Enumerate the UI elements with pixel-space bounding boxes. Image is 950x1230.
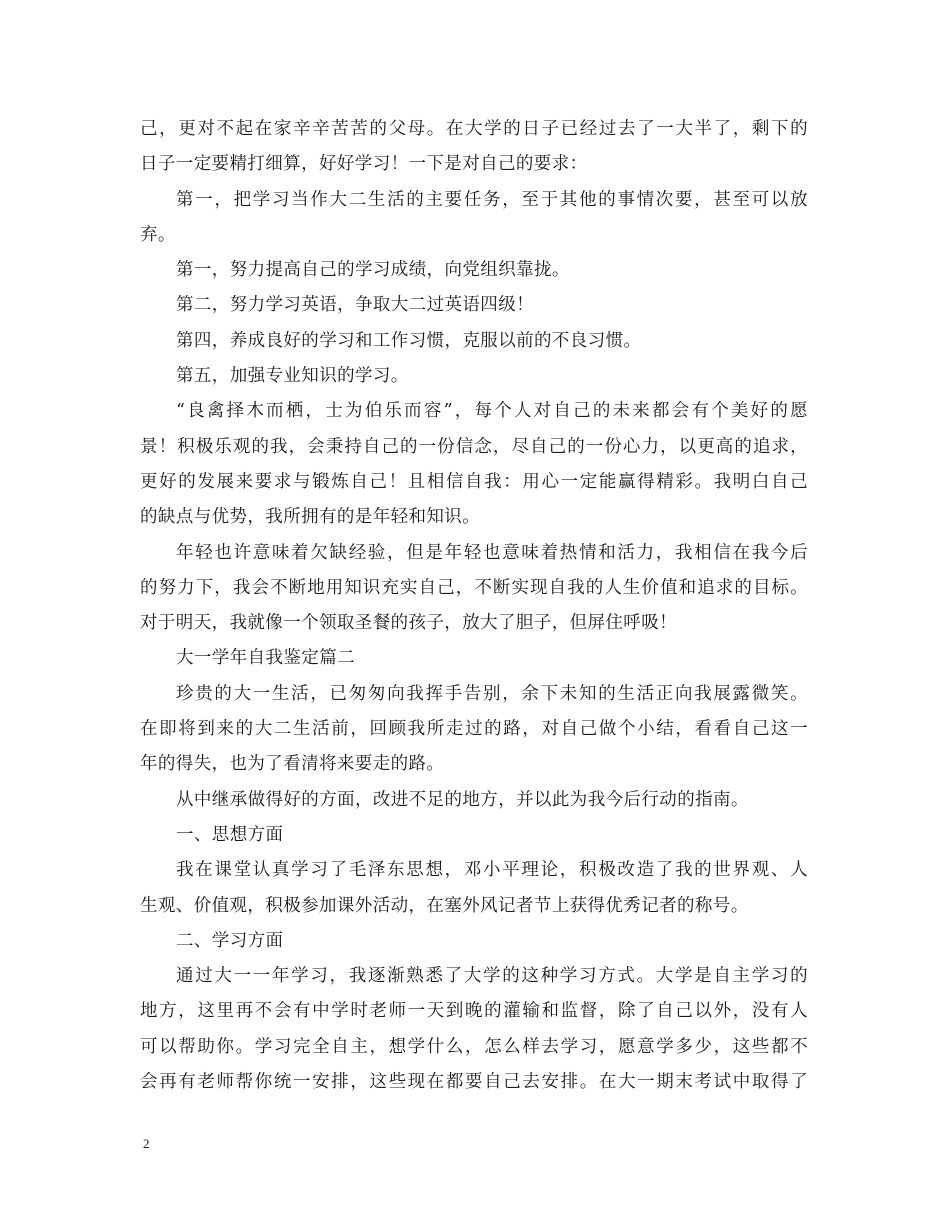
text-line: 己，更对不起在家辛辛苦苦的父母。在大学的日子已经过去了一大半了，剩下的	[140, 119, 808, 139]
text-line: 第一，努力提高自己的学习成绩，向党组织靠拢。	[176, 260, 570, 281]
body-text	[140, 112, 808, 1100]
text-line: 生观、价值观，积极参加课外活动，在塞外风记者节上获得优秀记者的称号。	[140, 895, 749, 916]
text-line: 可以帮助你。学习完全自主，想学什么，怎么样去学习，愿意学多少，这些都不	[140, 1036, 808, 1057]
text-line: 对于明天，我就像一个领取圣餐的孩子，放大了胆子，但屏住呼吸！	[140, 613, 677, 634]
text-line: 第二，努力学习英语，争取大二过英语四级！	[176, 295, 534, 316]
section-heading: 一、思想方面	[176, 824, 284, 845]
text-line: 地方，这里再不会有中学时老师一天到晚的灌输和监督，除了自己以外，没有人	[140, 1001, 808, 1022]
text-line: 我在课堂认真学习了毛泽东思想，邓小平理论，积极改造了我的世界观、人	[176, 860, 808, 881]
text-line: 在即将到来的大二生活前，回顾我所走过的路，对自己做个小结，看看自己这一	[140, 719, 808, 740]
section-heading: 二、学习方面	[176, 930, 284, 951]
text-line: 从中继承做得好的方面，改进不足的地方，并以此为我今后行动的指南。	[176, 789, 749, 810]
text-line: 会再有老师帮你统一安排，这些现在都要自己去安排。在大一期末考试中取得了	[140, 1072, 808, 1093]
text-line: 通过大一一年学习，我逐渐熟悉了大学的这种学习方式。大学是自主学习的	[176, 966, 808, 987]
text-line: 日子一定要精打细算，好好学习！一下是对自己的要求：	[140, 154, 588, 175]
text-line: 珍贵的大一生活，已匆匆向我挥手告别，余下未知的生活正向我展露微笑。	[176, 683, 808, 704]
text-line: 第四，养成良好的学习和工作习惯，克服以前的不良习惯。	[176, 330, 642, 351]
text-line: 弃。	[140, 224, 176, 245]
text-line: 的努力下，我会不断地用知识充实自己，不断实现自我的人生价值和追求的目标。	[140, 577, 808, 598]
text-line: 年的得失，也为了看清将来要走的路。	[140, 754, 445, 775]
section-title: 大一学年自我鉴定篇二	[176, 648, 355, 669]
text-line: 更好的发展来要求与锻炼自己！且相信自我：用心一定能赢得精彩。我明白自己	[140, 471, 808, 492]
text-line: 景！积极乐观的我，会秉持自己的一份信念，尽自己的一份心力，以更高的追求，	[140, 436, 808, 457]
page-number: 2	[143, 1136, 150, 1151]
text-line: 第一，把学习当作大二生活的主要任务，至于其他的事情次要，甚至可以放	[176, 189, 808, 210]
text-line: 年轻也许意味着欠缺经验，但是年轻也意味着热情和活力，我相信在我今后	[176, 542, 808, 563]
text-line: 的缺点与优势，我所拥有的是年轻和知识。	[140, 507, 481, 528]
text-line: 第五，加强专业知识的学习。	[176, 366, 409, 387]
text-line: “良禽择木而栖，士为伯乐而容”，每个人对自己的未来都会有个美好的愿	[176, 401, 808, 422]
